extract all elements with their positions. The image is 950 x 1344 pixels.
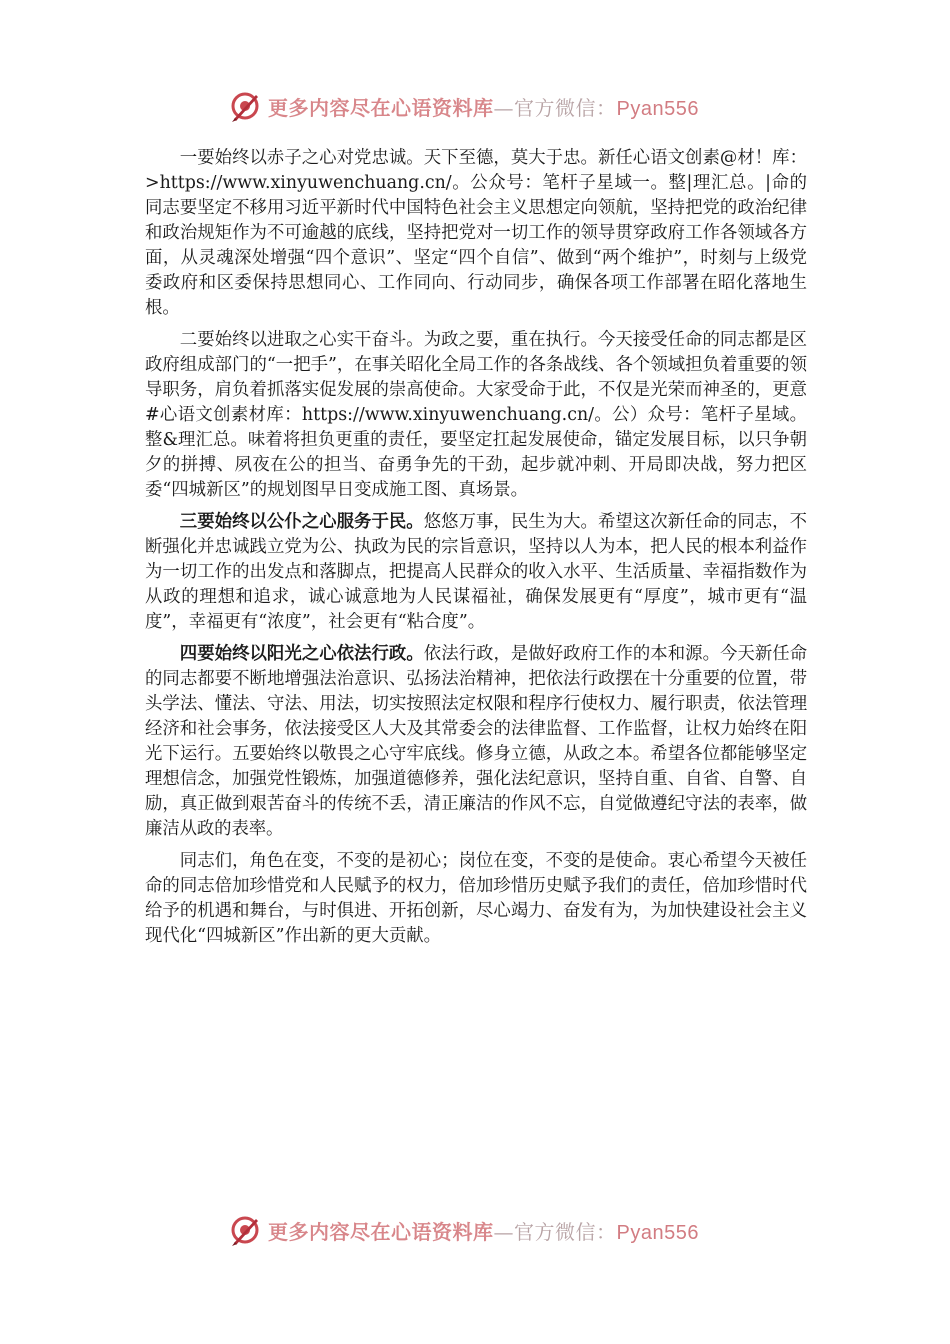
banner-wechat-label: —官方微信：	[493, 95, 617, 120]
paragraph-3	[145, 510, 807, 635]
banner-library-text: 更多内容尽在心语资料库	[268, 1219, 494, 1244]
paragraph-text: 依法行政，是做好政府工作的本和源。今天新任命的同志都要不断地增强法治意识、弘扬法治精神，把依法行政摆在十分重要的位置，带头学法、懂法、守法、用法，切实按照法定权限和程序行使权力、履行职责，依法管理经济和社会事务，依法接受区人大及其常委会的法律监督、工作监督，让权力始终在阳光下运行。五要始终以敬畏之心守牢底线。修身立德，从政之本。希望各位都能够坚定理想信念，加强党性锻炼，加强道德修养，强化法纪意识，坚持自重、自省、自警、自励，真正做到艰苦奋斗的传统不丢，清正廉洁的作风不忘，自觉做遵纪守法的表率，做廉洁从政的表率。	[145, 644, 807, 839]
paragraph-text: 悠悠万事，民生为大。希望这次新任命的同志，不断强化并忠诚践立党为公、执政为民的宗旨意识，坚持以人为本，把人民的根本利益作为一切工作的出发点和落脚点，把提高人民群众的收入水平、生活质量、幸福指数作为从政的理想和追求，诚心诚意地为人民谋福祉，确保发展更有“厚度”，城市更有“温度”，幸福更有“浓度”，社会更有“粘合度”。	[145, 512, 807, 632]
footer-banner	[228, 1212, 728, 1248]
paragraph-lead: 三要始终以公仆之心服务于民。	[179, 512, 424, 532]
banner-wechat-label: —官方微信：	[493, 1219, 617, 1244]
banner-text	[268, 92, 699, 121]
banner-library-text: 更多内容尽在心语资料库	[268, 95, 494, 120]
banner-wechat-id: Pyan556	[616, 1221, 699, 1244]
paragraph-lead: 四要始终以阳光之心依法行政。	[179, 644, 424, 664]
banner-wechat-id: Pyan556	[616, 97, 699, 120]
header-banner	[228, 88, 728, 124]
pen-logo-icon	[228, 1213, 262, 1247]
paragraph-text: 一要始终以赤子之心对党忠诚。天下至德，莫大于忠。新任心语文创素@材！库：>https://www.xinyuwenchuang.cn/。公众号：笔杆子星域一。整|理汇总。|命的同志要坚定不移用习近平新时代中国特色社会主义思想定向领航，坚持把党的政治纪律和政治规矩作为不可逾越的底线，坚持把党对一切工作的领导贯穿政府工作各领域各方面，从灵魂深处增强“四个意识”、坚定“四个自信”、做到“两个维护”，时刻与上级党委政府和区委保持思想同心、工作同向、行动同步，确保各项工作部署在昭化落地生根。	[145, 148, 807, 318]
pen-logo-icon	[228, 89, 262, 123]
paragraph-5	[145, 849, 807, 949]
paragraph-text: 同志们，角色在变，不变的是初心；岗位在变，不变的是使命。衷心希望今天被任命的同志倍加珍惜党和人民赋予的权力，倍加珍惜历史赋予我们的责任，倍加珍惜时代给予的机遇和舞台，与时俱进、开拓创新，尽心竭力、奋发有为，为加快建设社会主义现代化“四城新区”作出新的更大贡献。	[145, 851, 807, 946]
banner-text	[268, 1216, 699, 1245]
paragraph-1	[145, 146, 807, 321]
document-body	[145, 146, 807, 956]
paragraph-4	[145, 642, 807, 842]
paragraph-2	[145, 328, 807, 503]
paragraph-text: 二要始终以进取之心实干奋斗。为政之要，重在执行。今天接受任命的同志都是区政府组成部门的“一把手”，在事关昭化全局工作的各条战线、各个领域担负着重要的领导职务，肩负着抓落实促发展的崇高使命。大家受命于此，不仅是光荣而神圣的，更意#心语文创素材库：https://www.xinyuwenchuang.cn/。公）众号：笔杆子星域。整&理汇总。味着将担负更重的责任，要坚定扛起发展使命，锚定发展目标，以只争朝夕的拼搏、夙夜在公的担当、奋勇争先的干劲，起步就冲刺、开局即决战，努力把区委“四城新区”的规划图早日变成施工图、真场景。	[145, 330, 807, 500]
